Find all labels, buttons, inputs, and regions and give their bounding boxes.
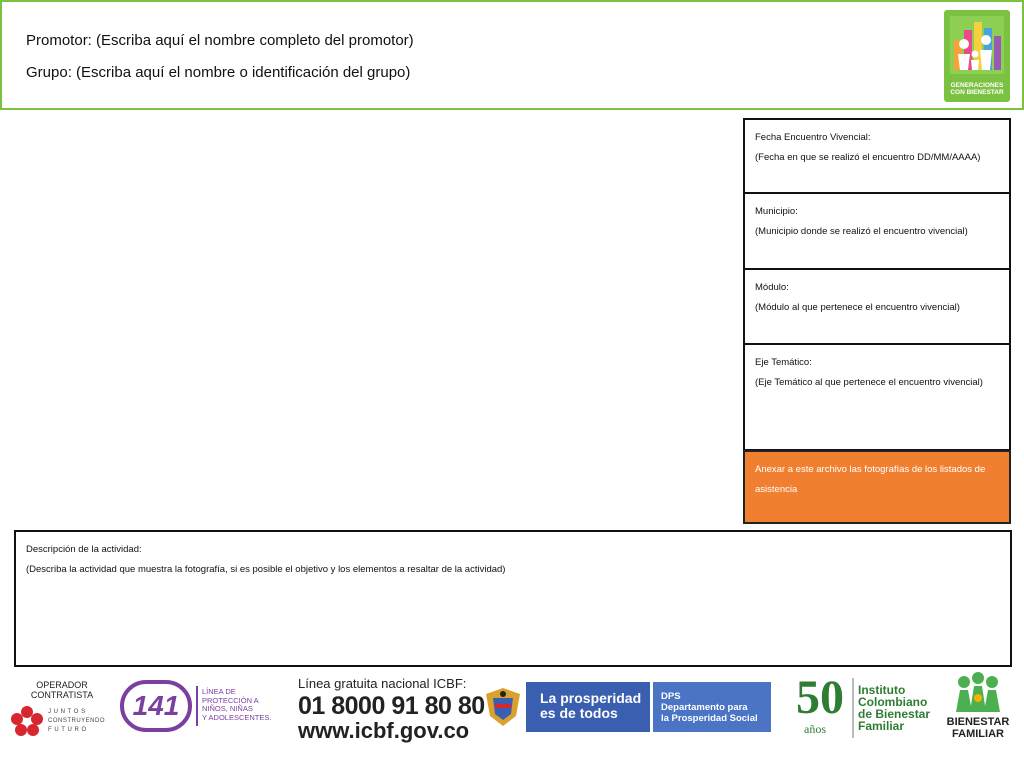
- instituto-line-3: de Bienestar: [858, 707, 931, 721]
- eje-tematico-label: Eje Temático:: [755, 357, 812, 368]
- grupo-label: Grupo:: [26, 64, 72, 81]
- fifty-years-label: años: [804, 722, 826, 736]
- instituto-name: [858, 684, 930, 732]
- instituto-line-1: Instituto: [858, 683, 906, 697]
- operador-line-1: OPERADOR: [36, 680, 88, 690]
- linea-141-divider: [196, 686, 198, 726]
- logo-line-1: GENERACIONES: [950, 82, 1004, 89]
- grupo-line[interactable]: [26, 64, 410, 81]
- modulo-field-box[interactable]: [743, 268, 1011, 345]
- header-banner: [0, 0, 1024, 110]
- operador-line-2: CONTRATISTA: [30, 690, 94, 700]
- instituto-line-2: Colombiano: [858, 695, 928, 709]
- description-box[interactable]: [14, 530, 1012, 667]
- description-label: Descripción de la actividad:: [26, 544, 142, 555]
- instituto-line-4: Familiar: [858, 719, 905, 733]
- logo-line-2: CON BIENESTAR: [950, 89, 1004, 96]
- juntos-text: [48, 708, 105, 735]
- eje-tematico-field-box[interactable]: [743, 343, 1011, 451]
- juntos-line-3: F U T U R O: [48, 727, 87, 733]
- footer-logos: [0, 668, 1024, 768]
- icbf-phone: 01 8000 91 80 80: [298, 692, 485, 720]
- description-hint: (Describa la actividad que muestra la fotografía, si es posible el objetivo y los elementos a resaltar de la actividad): [26, 564, 506, 575]
- fecha-hint: (Fecha en que se realizó el encuentro DD/MM/AAAA): [755, 152, 981, 163]
- prosperidad-line-1: La prosperidad: [540, 690, 642, 706]
- fecha-field-box[interactable]: [743, 118, 1011, 194]
- anexar-notice-text: Anexar a este archivo las fotografías de los listados de asistencia: [755, 464, 986, 495]
- juntos-line-2: CONSTRUYENDO: [48, 718, 106, 724]
- dps-line-3: la Prosperidad Social: [661, 713, 758, 724]
- operador-label: [22, 680, 102, 700]
- family-figures-icon: [944, 10, 1010, 80]
- fecha-label: Fecha Encuentro Vivencial:: [755, 132, 871, 143]
- municipio-label: Municipio:: [755, 206, 798, 217]
- linea-141-line-1: LÍNEA DE: [202, 687, 236, 696]
- linea-141-text: [202, 688, 271, 722]
- prosperidad-line-2: es de todos: [540, 705, 618, 721]
- colombia-shield-icon: [482, 686, 524, 728]
- juntos-line-1: J U N T O S: [48, 709, 86, 715]
- linea-141-line-4: Y ADOLESCENTES.: [202, 712, 272, 722]
- linea-141-line-3: NIÑOS, NIÑAS: [202, 704, 253, 713]
- linea-141-badge: [120, 680, 192, 732]
- bienestar-line-1: BIENESTAR: [946, 716, 1010, 728]
- bienestar-familiar-text: [946, 716, 1010, 740]
- dps-line-1: DPS: [661, 691, 681, 702]
- eje-tematico-hint: (Eje Temático al que pertenece el encuentro vivencial): [755, 377, 983, 388]
- modulo-label: Módulo:: [755, 282, 789, 293]
- prosperidad-banner: [526, 682, 650, 732]
- grupo-placeholder: (Escriba aquí el nombre o identificación del grupo): [71, 64, 411, 81]
- juntos-flower-icon: [8, 704, 46, 738]
- bienestar-line-2: FAMILIAR: [952, 728, 1004, 740]
- anexar-notice-box: [743, 450, 1011, 524]
- linea-141-number: 141: [132, 690, 180, 721]
- promotor-label: Promotor:: [26, 32, 92, 49]
- icbf-line-label: Línea gratuita nacional ICBF:: [298, 676, 467, 691]
- dps-line-2: Departamento para: [661, 702, 748, 713]
- municipio-hint: (Municipio donde se realizó el encuentro vivencial): [755, 226, 968, 237]
- icbf-web[interactable]: www.icbf.gov.co: [298, 718, 470, 743]
- linea-141-line-2: PROTECCIÓN A: [202, 695, 259, 705]
- fifty-years-number: 50: [796, 671, 844, 724]
- bienestar-familiar-icon: [952, 672, 1004, 714]
- modulo-hint: (Módulo al que pertenece el encuentro vivencial): [755, 302, 960, 313]
- municipio-field-box[interactable]: [743, 192, 1011, 270]
- icbf-divider: [852, 678, 854, 738]
- promotor-line[interactable]: [26, 32, 414, 49]
- dps-banner: [653, 682, 771, 732]
- promotor-placeholder: (Escriba aquí el nombre completo del promotor): [91, 32, 414, 49]
- generaciones-con-bienestar-logo: [944, 10, 1010, 102]
